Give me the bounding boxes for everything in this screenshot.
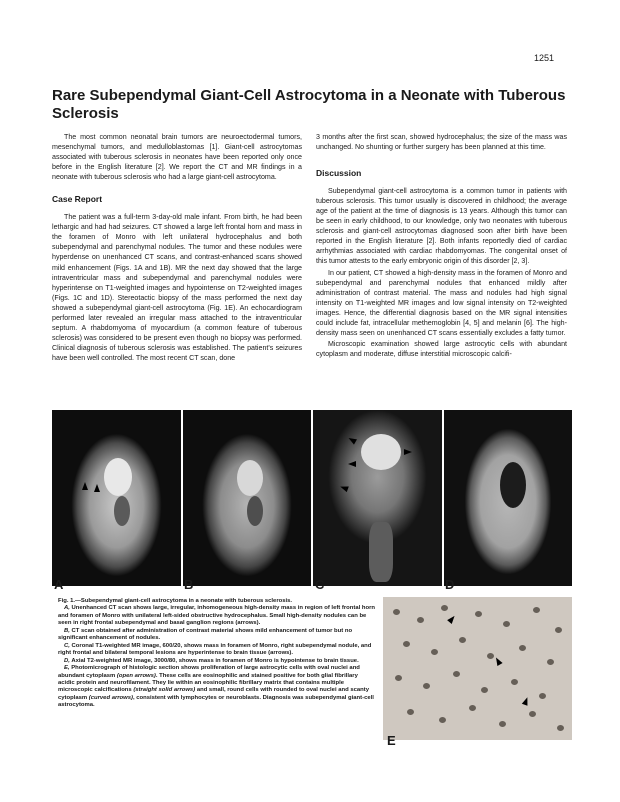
cell-nucleus — [499, 721, 506, 727]
caption-d-text: Axial T2-weighted MR image, 3000/80, shows mass in foramen of Monro is hypointense to brain tissue. — [69, 657, 359, 664]
arrow-icon — [404, 449, 412, 455]
caption-e-solid-arrows: (straight solid arrows) — [133, 687, 196, 694]
arrow-icon — [493, 656, 502, 666]
caption-c — [58, 643, 376, 658]
page-number: 1251 — [533, 53, 554, 63]
panel-label-c: C — [315, 577, 325, 592]
caption-e-text-1: Photomicrograph of histologic section shows proliferation of large astrocytic cells with oval nuclei and abundant cytoplasm — [58, 665, 360, 679]
cell-nucleus — [547, 659, 554, 665]
cell-nucleus — [441, 605, 448, 611]
cell-nucleus — [423, 683, 430, 689]
caption-d — [58, 658, 376, 665]
caption-e-open-arrows: (open arrows) — [116, 672, 156, 679]
caption-b-label: B, — [64, 627, 70, 634]
caption-e-text-2: . These cells are eosinophilic and stained positive for both glial fibrillary acidic protein and neurofilament. They lie within an eosinophilic fibrillary matrix that contains multiple microscopic calcifications — [58, 672, 358, 694]
caption-d-label: D, — [64, 657, 70, 664]
panel-label-b: B — [184, 577, 194, 592]
cell-nucleus — [469, 705, 476, 711]
caption-title: Fig. 1.—Subependymal giant-cell astrocytoma in a neonate with tuberous sclerosis. — [58, 598, 293, 604]
case-report-paragraph: The patient was a full-term 3-day-old male infant. From birth, he had been lethargic and had had seizures. CT showed a large left frontal horn and mass in the foramen of Monro with left unilateral hydrocephalus and both subependymal and parenchymal nodules. The tumor and these nodules were hyperdense on unenhanced CT scans, and contrast-enhanced scans showed mild enhancement (Figs. 1A and 1B). MR the next day showed that the large intraventricular mass and subependymal and parenchymal nodules were hyperintense on T1-weighted images and hypointense on T2-weighted images (Figs. 1C and 1D). Stereotactic biopsy of the mass performed the next day showed a subependymal giant-cell astrocytoma (Fig. 1E). An echocardiogram performed later revealed an irregular mass attached to the intraventricular septum. A rhabdomyoma of myocardium (a common feature of tuberous sclerosis) was considered to be present even though no biopsy was performed. Clinical diagnosis of tuberous sclerosis was established. The patient's seizures have been well controlled. The most recent CT scan, done — [52, 213, 302, 362]
scan-image-d — [444, 410, 573, 586]
caption-a — [58, 605, 376, 627]
brainstem-region — [369, 522, 393, 582]
caption-e-text-4: , consistent with lymphocytes or neuroblasts. Diagnosis was subependymal giant-cell astrocytoma. — [58, 694, 374, 709]
discussion-paragraph-2: In our patient, CT showed a high-density mass in the foramen of Monro and subependymal and parenchymal nodules that enhanced mildly after administration of contrast material. The mass and nodules had high signal intensity on T1-weighted MR images and low signal intensity on T2-weighted images. Hence, the differential diagnosis based on the MR signal intensities could include fat, intracellular methemoglobin [4, 5] and melanin [6]. The high-density mass seen on unenhanced CT scans essentially excludes a fatty tumor. — [316, 268, 567, 337]
cell-nucleus — [439, 717, 446, 723]
ventricle-region — [114, 496, 130, 526]
cell-nucleus — [407, 709, 414, 715]
arrow-icon — [339, 484, 349, 492]
ventricle-region — [247, 496, 263, 526]
arrow-icon — [347, 435, 357, 444]
mass-region — [104, 458, 132, 496]
discussion-paragraph-1: Subependymal giant-cell astrocytoma is a common tumor in patients with tuberous sclerosis. This tumor usually is discovered in childhood; the average age of the patient at the time of diagnosis is 13 years. Although this tumor can be seen in early childhood, to our knowledge, only two neonates with tuberous sclerosis and giant-cell astrocytomas diagnosed soon after birth have been reported in the English literature [2]. Both infants reportedly died of cardiac arrhythmias associated with cardiac rhabdomyomas. The congenital onset of this tumor attests to the early embryonic origin of this disorder [2, 3]. — [316, 187, 567, 266]
cell-nucleus — [475, 611, 482, 617]
figure-scans — [52, 410, 572, 586]
cell-nucleus — [481, 687, 488, 693]
case-report-continuation: 3 months after the first scan, showed hydrocephalus; the size of the mass was unchanged. No shunting or further surgery has been planned at this time. — [316, 133, 567, 152]
arrow-icon — [348, 461, 356, 467]
caption-a-text: Unenhanced CT scan shows large, irregular, inhomogeneous high-density mass in region of left frontal horn and foramen of Monro with unilateral left-sided obstructive hydrocephalus. Small high-density nodules can be seen in right frontal subependymal and basal ganglion regions (arrows). — [58, 605, 375, 627]
caption-e-curved-arrows: (curved arrows) — [88, 694, 133, 701]
cell-nucleus — [459, 637, 466, 643]
caption-e — [58, 665, 376, 710]
panel-label-e: E — [387, 733, 396, 748]
case-report-heading: Case Report — [52, 194, 103, 205]
cell-nucleus — [417, 617, 424, 623]
article-title: Rare Subependymal Giant-Cell Astrocytoma in a Neonate with Tuberous Sclerosis — [52, 87, 566, 122]
cell-nucleus — [519, 645, 526, 651]
arrow-icon — [522, 696, 530, 706]
mass-region — [361, 434, 401, 470]
panel-label-d: D — [445, 577, 455, 592]
cell-nucleus — [557, 725, 564, 731]
cell-nucleus — [533, 607, 540, 613]
cell-nucleus — [453, 671, 460, 677]
cell-nucleus — [539, 693, 546, 699]
cell-nucleus — [403, 641, 410, 647]
scan-image-c — [313, 410, 442, 586]
cell-nucleus — [503, 621, 510, 627]
caption-b-text: CT scan obtained after administration of contrast material shows mild enhancement of tumor but no significant enhancement of nodules. — [58, 627, 353, 642]
caption-c-label: C, — [64, 642, 70, 649]
figure-caption — [58, 598, 376, 710]
right-column — [316, 132, 567, 359]
scan-image-b — [183, 410, 312, 586]
cell-nucleus — [395, 675, 402, 681]
cell-nucleus — [555, 627, 562, 633]
caption-e-text-3: and small, round cells with rounded to oval nuclei and scanty cytoplasm — [58, 687, 369, 701]
mass-region — [237, 460, 263, 496]
cell-nucleus — [431, 649, 438, 655]
discussion-paragraph-3: Microscopic examination showed large astrocytic cells with abundant cytoplasm and moderate, diffuse interstitial microscopic calcifi- — [316, 339, 567, 358]
left-column — [52, 132, 302, 363]
cell-nucleus — [529, 711, 536, 717]
photomicrograph-e — [383, 597, 572, 740]
arrow-icon — [447, 614, 457, 624]
arrow-icon — [94, 484, 100, 492]
panel-label-a: A — [54, 577, 64, 592]
caption-b — [58, 628, 376, 643]
mass-region — [500, 462, 526, 508]
cell-nucleus — [393, 609, 400, 615]
caption-e-label: E, — [64, 665, 70, 672]
cell-nucleus — [511, 679, 518, 685]
intro-paragraph: The most common neonatal brain tumors are neuroectodermal tumors, mesenchymal tumors, and medulloblastomas [1]. Giant-cell astrocytomas associated with tuberous sclerosis in neonates have been reported only once before in the English literature [2]. We report the CT and MR findings in a neonate with tuberous sclerosis who had a large giant-cell astrocytoma. — [52, 133, 302, 182]
arrow-icon — [82, 482, 88, 490]
discussion-heading: Discussion — [316, 168, 362, 179]
scan-image-a — [52, 410, 181, 586]
caption-a-label: A, — [64, 605, 70, 612]
caption-c-text: Coronal T1-weighted MR image, 600/20, shows mass in foramen of Monro, right subependymal nodule, and right frontal and bilateral temporal lesions are hyperintense to brain tissue (arrows). — [58, 642, 372, 657]
